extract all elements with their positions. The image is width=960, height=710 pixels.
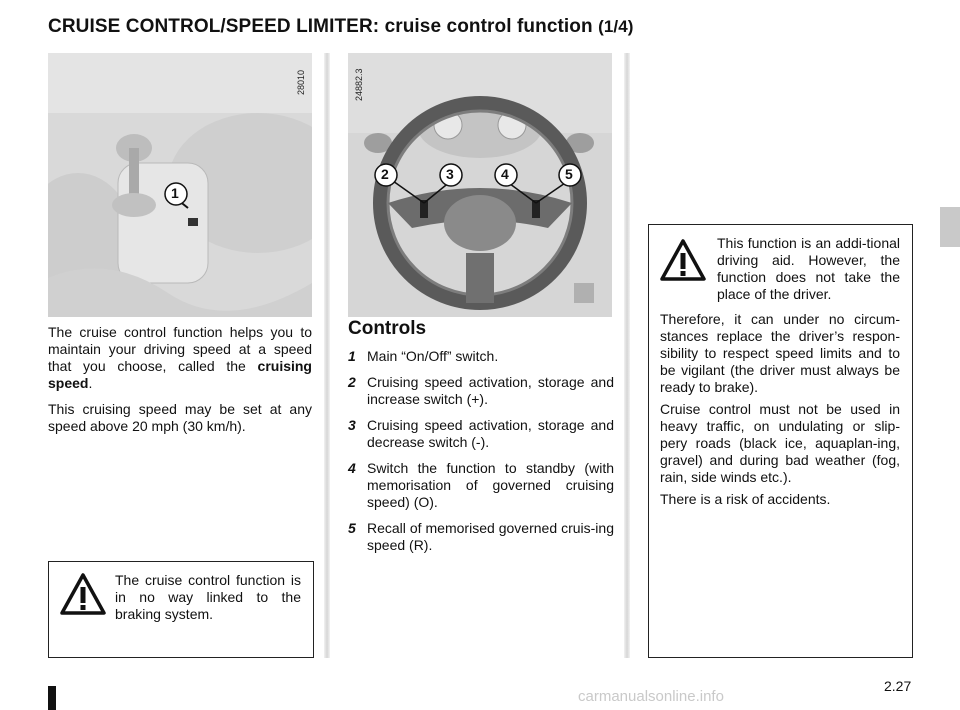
column-separator-left — [324, 53, 330, 658]
page-number: 2.27 — [884, 678, 912, 694]
intro-paragraph-2: This cruising speed may be set at any speed above 20 mph (30 km/h). — [48, 401, 312, 434]
photo-ref-right: 24882.3 — [354, 68, 364, 101]
main-switch-button — [188, 218, 198, 226]
braking-warning-box — [48, 561, 314, 658]
callout-2: 2 — [381, 166, 389, 182]
photo-ref-left: 28010 — [296, 69, 306, 95]
title-main: CRUISE CONTROL/SPEED LIMITER: cruise control function — [48, 16, 593, 37]
warning-lead-text: This function is an addi-tional driving aid. However, the function does not take the place of the driver. — [717, 235, 900, 302]
title-part: (1/4) — [598, 17, 634, 36]
controls-heading: Controls — [348, 318, 427, 339]
page-title — [48, 16, 634, 38]
control-item-3: 3 Cruising speed activation, storage and decrease switch (-). — [348, 417, 614, 450]
steering-wheel-photo — [348, 53, 612, 317]
corner-marker — [48, 686, 56, 710]
control-item-4: 4 Switch the function to standby (with memorisation of governed cruising speed) (O). — [348, 460, 614, 510]
driver-aid-warning-box — [648, 224, 913, 658]
warning-paragraph-1: Therefore, it can under no circum-stances replace the driver’s respon-sibility to respect speed limits and to be vigilant (the driver must always be ready to brake). — [660, 311, 900, 395]
section-tab-marker — [940, 207, 960, 247]
control-item-5: 5 Recall of memorised governed cruis-ing speed (R). — [348, 520, 614, 553]
steering-wheel-illustration — [348, 53, 612, 317]
callout-5: 5 — [565, 166, 573, 182]
warning-paragraph-2: Cruise control must not be used in heavy traffic, on undulating or slip-pery roads (black ice, aquaplan-ing, gravel) and during bad weather (fog, rain, side winds etc.). — [660, 401, 900, 485]
braking-warning-text: The cruise control function is in no way linked to the braking system. — [115, 572, 301, 622]
callout-3: 3 — [446, 166, 454, 182]
center-console-illustration — [48, 53, 312, 317]
callout-1: 1 — [171, 185, 179, 201]
warning-triangle-icon — [659, 238, 707, 282]
control-item-1: 1 Main “On/Off” switch. — [348, 348, 499, 364]
column-separator-right — [624, 53, 630, 658]
callout-4: 4 — [501, 166, 509, 182]
watermark: carmanualsonline.info — [578, 688, 724, 705]
intro-text — [48, 324, 312, 444]
warning-paragraph-3: There is a risk of accidents. — [660, 491, 831, 507]
warning-triangle-icon — [59, 572, 107, 616]
control-item-2: 2 Cruising speed activation, storage and increase switch (+). — [348, 374, 614, 407]
center-console-photo — [48, 53, 312, 317]
intro-paragraph-1: The cruise control function helps you to maintain your driving speed at a speed that you choose, called the cruising speed. — [48, 324, 312, 391]
